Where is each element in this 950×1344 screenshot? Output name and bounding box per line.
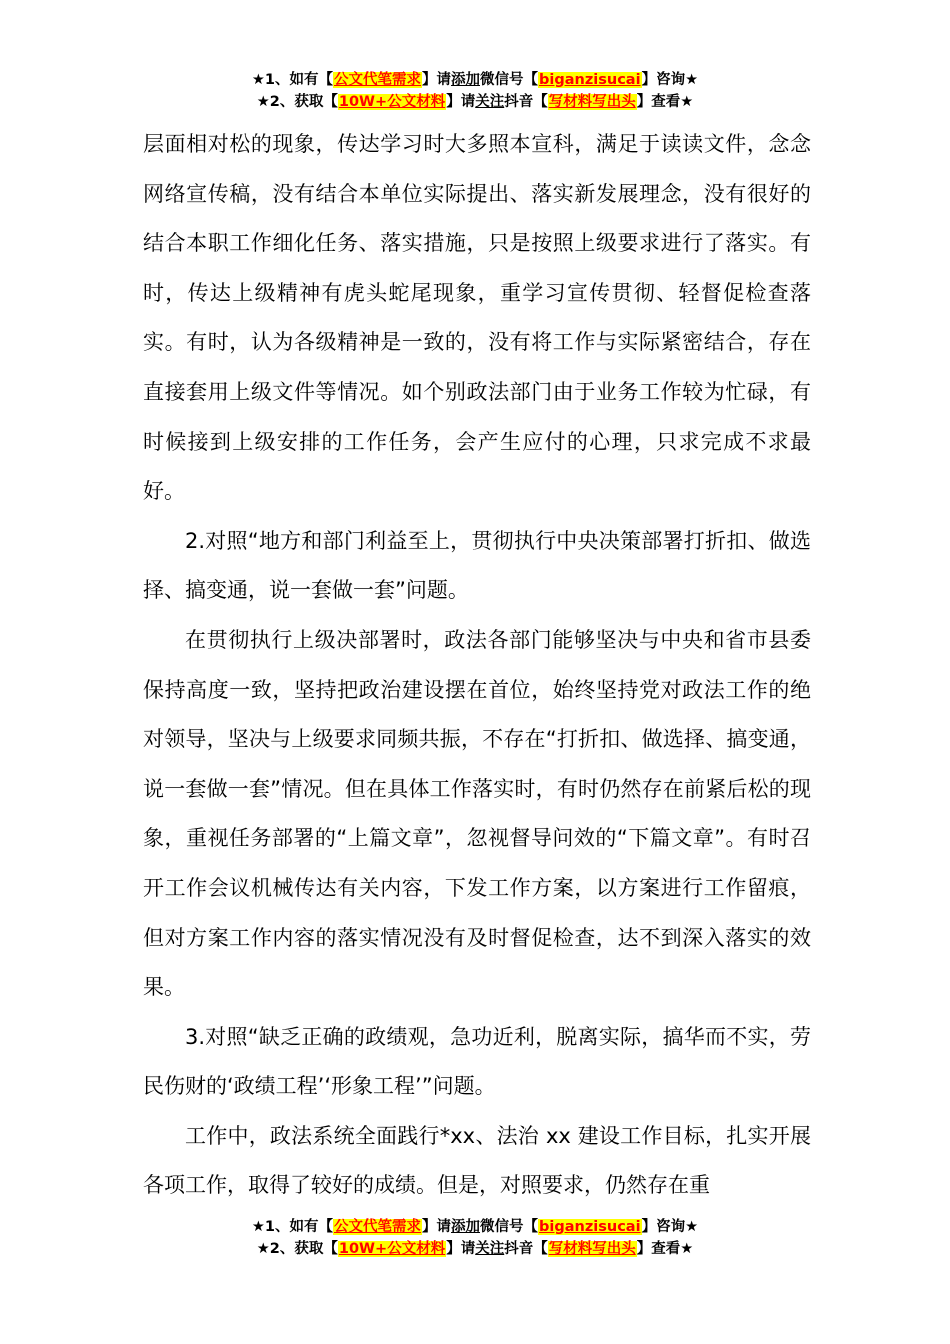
footer-banner bbox=[0, 1216, 950, 1260]
banner-highlight: biganzisucai bbox=[539, 1219, 641, 1235]
banner-line-2: ★2、获取【10W+公文材料】请关注抖音【写材料写出头】查看★ bbox=[256, 94, 694, 110]
paragraph: 在贯彻执行上级决部署时，政法各部门能够坚决与中央和省市县委保持高度一致，坚持把政治建设摆在首位，始终坚持党对政法工作的绝对领导，坚决与上级要求同频共振，不存在“打折扣、做选择、搞变通，说一套做一套”情况。但在具体工作落实时，有时仍然存在前紧后松的现象，重视任务部署的“上篇文章”，忽视督导问效的“下篇文章”。有时召开工作会议机械传达有关内容，下发工作方案，以方案进行工作留痕，但对方案工作内容的落实情况没有及时督促检查，达不到深入落实的效果。 bbox=[143, 627, 811, 1000]
header-banner bbox=[0, 69, 950, 113]
paragraph: 层面相对松的现象，传达学习时大多照本宣科，满足于读读文件，念念网络宣传稿，没有结合本单位实际提出、落实新发展理念，没有很好的结合本职工作细化任务、落实措施，只是按照上级要求进行了落实。有时，传达上级精神有虎头蛇尾现象，重学习宣传贯彻、轻督促检查落实。有时，认为各级精神是一致的，没有将工作与实际紧密结合，存在直接套用上级文件等情况。如个别政法部门由于业务工作较为忙碌，有时候接到上级安排的工作任务，会产生应付的心理，只求完成不求最好。 bbox=[143, 132, 811, 504]
banner-highlight: 10W+公文材料 bbox=[338, 1241, 446, 1257]
banner-highlight: 写材料写出头 bbox=[548, 1241, 636, 1257]
banner-highlight: biganzisucai bbox=[539, 72, 641, 88]
section-heading: 3.对照“缺乏正确的政绩观，急功近利，脱离实际，搞华而不实，劳民伤财的‘政绩工程’‘形象工程’”问题。 bbox=[143, 1024, 811, 1099]
banner-line-2: ★2、获取【10W+公文材料】请关注抖音【写材料写出头】查看★ bbox=[256, 1241, 694, 1257]
banner-highlight: 写材料写出头 bbox=[548, 94, 636, 110]
banner-highlight: 10W+公文材料 bbox=[338, 94, 446, 110]
paragraph: 工作中，政法系统全面践行*xx、法治 xx 建设工作目标，扎实开展各项工作，取得了较好的成绩。但是，对照要求，仍然存在重 bbox=[143, 1123, 811, 1198]
section-heading: 2.对照“地方和部门利益至上，贯彻执行中央决策部署打折扣、做选择、搞变通，说一套做一套”问题。 bbox=[143, 528, 811, 603]
document-body bbox=[143, 120, 811, 1211]
banner-line-1: ★1、如有【公文代笔需求】请添加微信号【biganzisucai】咨询★ bbox=[251, 1219, 699, 1235]
banner-highlight: 公文代笔需求 bbox=[334, 72, 422, 88]
banner-highlight: 公文代笔需求 bbox=[334, 1219, 422, 1235]
banner-line-1: ★1、如有【公文代笔需求】请添加微信号【biganzisucai】咨询★ bbox=[251, 72, 699, 88]
